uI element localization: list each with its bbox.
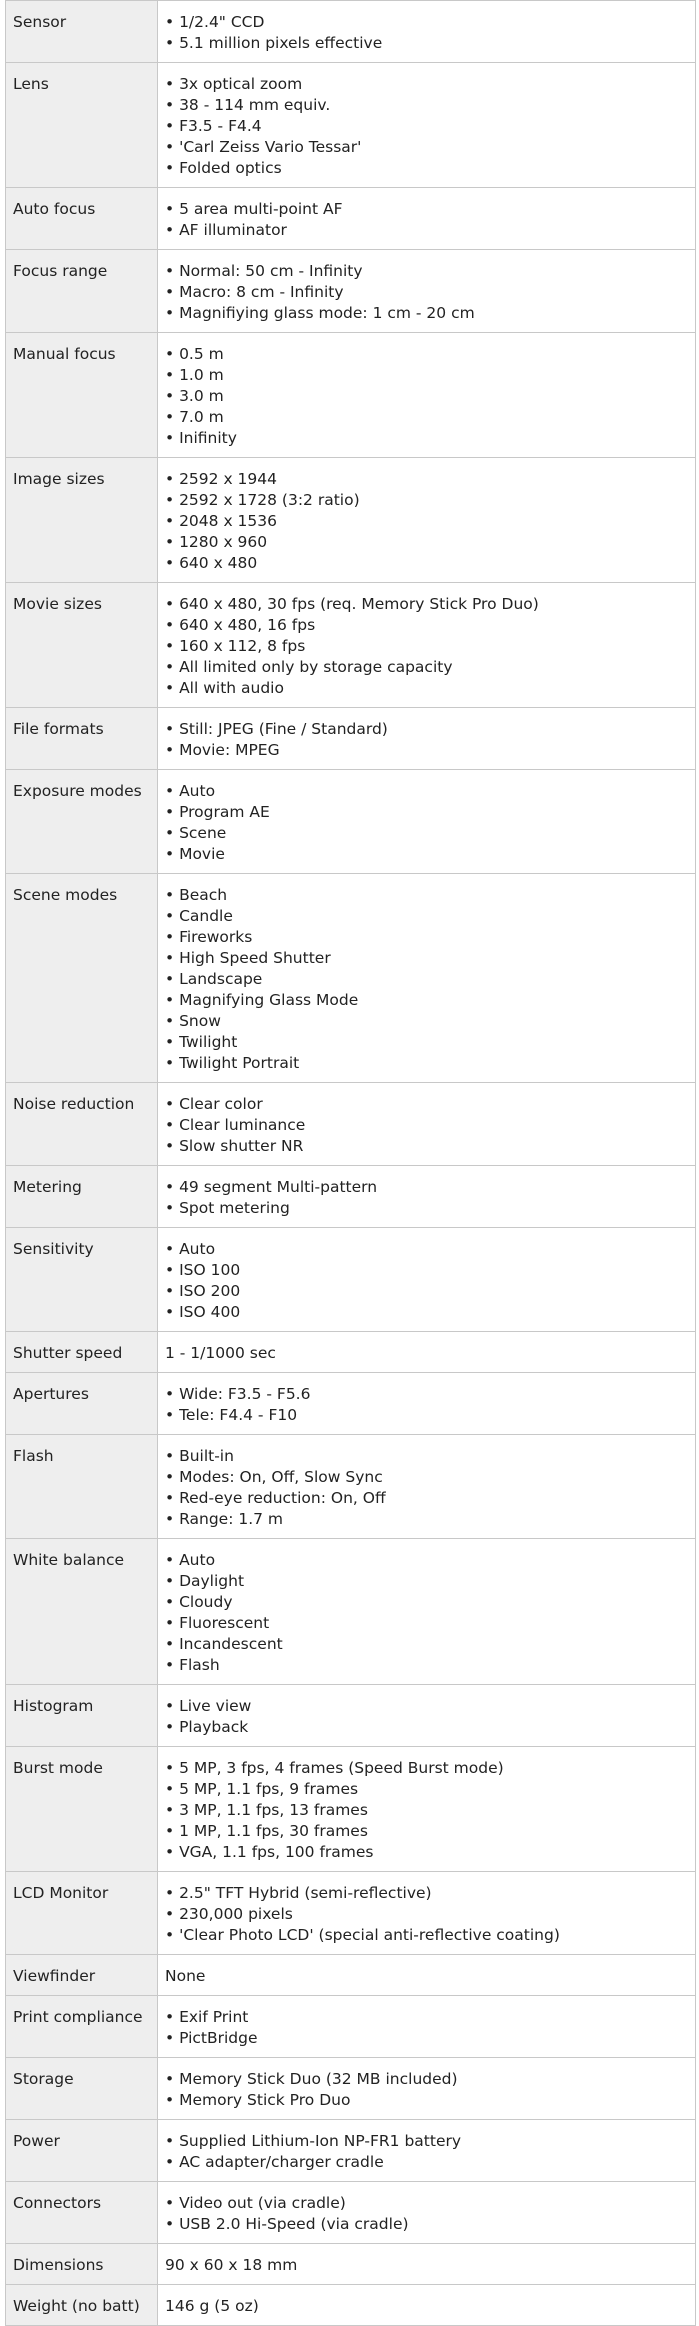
spec-value-line: • 160 x 112, 8 fps <box>165 637 306 655</box>
spec-label: Histogram <box>6 1685 158 1747</box>
spec-value-line: • 5 MP, 3 fps, 4 frames (Speed Burst mode) <box>165 1759 504 1777</box>
spec-value-line: • F3.5 - F4.4 <box>165 117 262 135</box>
spec-row <box>6 708 696 770</box>
spec-value <box>158 250 696 333</box>
spec-value-line: • Exif Print <box>165 2008 249 2026</box>
spec-value-line: • PictBridge <box>165 2029 258 2047</box>
spec-value-line: • Range: 1.7 m <box>165 1510 284 1528</box>
spec-value <box>158 1685 696 1747</box>
spec-value-line: • 3 MP, 1.1 fps, 13 frames <box>165 1801 368 1819</box>
spec-value <box>158 1 696 63</box>
spec-row <box>6 2244 696 2285</box>
spec-value-line: • 640 x 480, 30 fps (req. Memory Stick Pro Duo) <box>165 595 539 613</box>
spec-value-line: • 3.0 m <box>165 387 224 405</box>
spec-row <box>6 188 696 250</box>
spec-value-line: • All limited only by storage capacity <box>165 658 453 676</box>
spec-value <box>158 2120 696 2182</box>
spec-value-line: • Snow <box>165 1012 221 1030</box>
spec-value-line: • 'Carl Zeiss Vario Tessar' <box>165 138 362 156</box>
spec-value-line: • Auto <box>165 1240 216 1258</box>
spec-label: Viewfinder <box>6 1955 158 1996</box>
spec-value-line: • 1/2.4" CCD <box>165 13 265 31</box>
spec-row <box>6 1955 696 1996</box>
spec-value-line: • 2.5" TFT Hybrid (semi-reflective) <box>165 1884 432 1902</box>
spec-value-line: 146 g (5 oz) <box>165 2297 259 2315</box>
spec-value-line: • 230,000 pixels <box>165 1905 293 1923</box>
spec-value-line: • 38 - 114 mm equiv. <box>165 96 331 114</box>
spec-label: Lens <box>6 63 158 188</box>
spec-value <box>158 1539 696 1685</box>
spec-row <box>6 1747 696 1872</box>
spec-table-body <box>6 1 696 2326</box>
spec-value <box>158 770 696 874</box>
spec-value-line: • Twilight <box>165 1033 238 1051</box>
spec-value-line: • Wide: F3.5 - F5.6 <box>165 1385 311 1403</box>
spec-value-line: • Live view <box>165 1697 252 1715</box>
spec-value-line: • AF illuminator <box>165 221 287 239</box>
spec-label: Dimensions <box>6 2244 158 2285</box>
spec-value-line: • 49 segment Multi-pattern <box>165 1178 378 1196</box>
spec-value-line: • ISO 400 <box>165 1303 241 1321</box>
spec-value-line: • 2592 x 1728 (3:2 ratio) <box>165 491 360 509</box>
spec-row <box>6 1996 696 2058</box>
spec-value-line: • Tele: F4.4 - F10 <box>165 1406 298 1424</box>
spec-label: White balance <box>6 1539 158 1685</box>
spec-value-line: • Memory Stick Duo (32 MB included) <box>165 2070 458 2088</box>
spec-row <box>6 583 696 708</box>
spec-row <box>6 2285 696 2326</box>
spec-row <box>6 1 696 63</box>
spec-value-line: • Still: JPEG (Fine / Standard) <box>165 720 388 738</box>
spec-value-line: • Built-in <box>165 1447 234 1465</box>
spec-row <box>6 2058 696 2120</box>
spec-value-line: • 1280 x 960 <box>165 533 268 551</box>
spec-value <box>158 1228 696 1332</box>
spec-value-line: • Slow shutter NR <box>165 1137 304 1155</box>
spec-value-line: • 7.0 m <box>165 408 224 426</box>
spec-value-line: • Landscape <box>165 970 263 988</box>
spec-value-line: • VGA, 1.1 fps, 100 frames <box>165 1843 374 1861</box>
spec-value <box>158 583 696 708</box>
spec-value <box>158 708 696 770</box>
spec-value-line: • Memory Stick Pro Duo <box>165 2091 351 2109</box>
spec-label: Manual focus <box>6 333 158 458</box>
spec-label: Storage <box>6 2058 158 2120</box>
spec-value-line: • Program AE <box>165 803 270 821</box>
spec-value-line: • 640 x 480, 16 fps <box>165 616 316 634</box>
spec-value <box>158 188 696 250</box>
spec-value-line: • Incandescent <box>165 1635 283 1653</box>
spec-value-line: • Supplied Lithium-Ion NP-FR1 battery <box>165 2132 462 2150</box>
spec-value-line: • Macro: 8 cm - Infinity <box>165 283 344 301</box>
spec-value-line: • Red-eye reduction: On, Off <box>165 1489 386 1507</box>
spec-value-line: 90 x 60 x 18 mm <box>165 2256 298 2274</box>
spec-value-line: • 'Clear Photo LCD' (special anti-reflective coating) <box>165 1926 560 1944</box>
spec-value-line: • 3x optical zoom <box>165 75 303 93</box>
spec-value-line: None <box>165 1967 206 1985</box>
spec-row <box>6 2120 696 2182</box>
spec-row <box>6 1228 696 1332</box>
spec-row <box>6 1166 696 1228</box>
spec-value <box>158 874 696 1083</box>
spec-value-line: • Magnifying Glass Mode <box>165 991 359 1009</box>
spec-value-line: • ISO 100 <box>165 1261 241 1279</box>
spec-value <box>158 2182 696 2244</box>
spec-value-line: • Folded optics <box>165 159 282 177</box>
spec-value <box>158 1435 696 1539</box>
spec-value-line: • 1 MP, 1.1 fps, 30 frames <box>165 1822 368 1840</box>
spec-row <box>6 2182 696 2244</box>
spec-value-line: • Movie: MPEG <box>165 741 280 759</box>
spec-value-line: • USB 2.0 Hi-Speed (via cradle) <box>165 2215 409 2233</box>
spec-label: File formats <box>6 708 158 770</box>
spec-row <box>6 333 696 458</box>
spec-row <box>6 874 696 1083</box>
spec-value <box>158 1747 696 1872</box>
spec-value-line: • Auto <box>165 1551 216 1569</box>
spec-value <box>158 2244 696 2285</box>
spec-value-line: • 1.0 m <box>165 366 224 384</box>
spec-value-line: • Video out (via cradle) <box>165 2194 346 2212</box>
spec-value <box>158 1996 696 2058</box>
spec-row <box>6 770 696 874</box>
spec-row <box>6 1435 696 1539</box>
spec-row <box>6 458 696 583</box>
spec-value <box>158 1872 696 1955</box>
spec-label: Noise reduction <box>6 1083 158 1166</box>
spec-value <box>158 333 696 458</box>
spec-label: LCD Monitor <box>6 1872 158 1955</box>
spec-label: Weight (no batt) <box>6 2285 158 2326</box>
spec-value-line: • Cloudy <box>165 1593 233 1611</box>
spec-row <box>6 1373 696 1435</box>
spec-value-line: • AC adapter/charger cradle <box>165 2153 384 2171</box>
spec-label: Apertures <box>6 1373 158 1435</box>
spec-value-line: • High Speed Shutter <box>165 949 331 967</box>
spec-label: Print compliance <box>6 1996 158 2058</box>
spec-value-line: • 2592 x 1944 <box>165 470 277 488</box>
spec-value-line: • All with audio <box>165 679 284 697</box>
spec-value <box>158 1166 696 1228</box>
spec-value-line: • Fluorescent <box>165 1614 270 1632</box>
spec-value-line: • 2048 x 1536 <box>165 512 277 530</box>
spec-value-line: • Candle <box>165 907 233 925</box>
spec-value-line: • 5 area multi-point AF <box>165 200 343 218</box>
spec-value <box>158 1373 696 1435</box>
spec-label: Scene modes <box>6 874 158 1083</box>
spec-label: Flash <box>6 1435 158 1539</box>
spec-label: Sensitivity <box>6 1228 158 1332</box>
spec-row <box>6 250 696 333</box>
spec-row <box>6 1083 696 1166</box>
spec-value-line: 1 - 1/1000 sec <box>165 1344 276 1362</box>
spec-value-line: • Beach <box>165 886 228 904</box>
spec-value <box>158 1955 696 1996</box>
spec-label: Movie sizes <box>6 583 158 708</box>
spec-value <box>158 2058 696 2120</box>
spec-value-line: • Twilight Portrait <box>165 1054 300 1072</box>
spec-value <box>158 2285 696 2326</box>
spec-value-line: • 640 x 480 <box>165 554 258 572</box>
spec-value-line: • Spot metering <box>165 1199 290 1217</box>
spec-label: Metering <box>6 1166 158 1228</box>
spec-label: Focus range <box>6 250 158 333</box>
spec-value <box>158 1083 696 1166</box>
spec-value-line: • 5 MP, 1.1 fps, 9 frames <box>165 1780 359 1798</box>
spec-label: Image sizes <box>6 458 158 583</box>
spec-label: Power <box>6 2120 158 2182</box>
spec-value-line: • Modes: On, Off, Slow Sync <box>165 1468 383 1486</box>
spec-value-line: • ISO 200 <box>165 1282 241 1300</box>
spec-row <box>6 1685 696 1747</box>
spec-label: Sensor <box>6 1 158 63</box>
spec-value <box>158 63 696 188</box>
spec-value <box>158 458 696 583</box>
spec-value-line: • Playback <box>165 1718 249 1736</box>
spec-value-line: • Clear luminance <box>165 1116 306 1134</box>
spec-row <box>6 1872 696 1955</box>
spec-value-line: • Auto <box>165 782 216 800</box>
spec-row <box>6 63 696 188</box>
spec-table <box>5 0 696 2326</box>
spec-value-line: • Daylight <box>165 1572 245 1590</box>
spec-value-line: • Magnifiying glass mode: 1 cm - 20 cm <box>165 304 475 322</box>
spec-value-line: • Clear color <box>165 1095 263 1113</box>
spec-value-line: • 0.5 m <box>165 345 224 363</box>
spec-value-line: • Fireworks <box>165 928 253 946</box>
spec-value-line: • Movie <box>165 845 225 863</box>
spec-value-line: • Inifinity <box>165 429 237 447</box>
spec-value-line: • Scene <box>165 824 227 842</box>
spec-label: Burst mode <box>6 1747 158 1872</box>
spec-label: Auto focus <box>6 188 158 250</box>
spec-label: Exposure modes <box>6 770 158 874</box>
spec-row <box>6 1332 696 1373</box>
spec-value <box>158 1332 696 1373</box>
spec-label: Connectors <box>6 2182 158 2244</box>
spec-row <box>6 1539 696 1685</box>
spec-label: Shutter speed <box>6 1332 158 1373</box>
spec-value-line: • Normal: 50 cm - Infinity <box>165 262 363 280</box>
spec-value-line: • 5.1 million pixels effective <box>165 34 383 52</box>
spec-value-line: • Flash <box>165 1656 220 1674</box>
